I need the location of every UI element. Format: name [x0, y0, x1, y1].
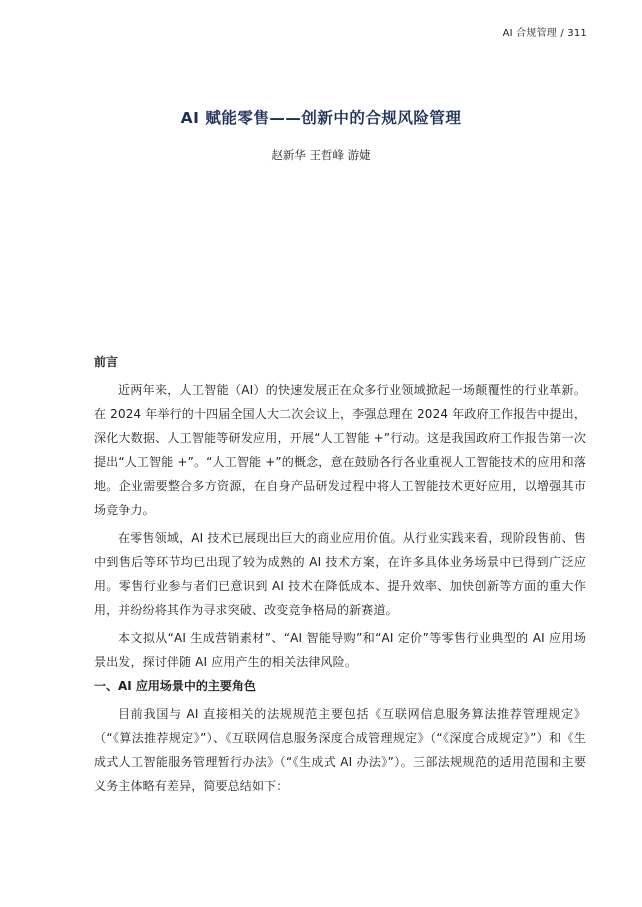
section-heading-preface: 前言: [94, 355, 119, 369]
running-header: AI 合规管理 / 311: [502, 28, 587, 39]
paragraph: 本文拟从“AI 生成营销素材”、“AI 智能导购”和“AI 定价”等零售行业典型的 AI 应用场景出发，探讨伴随 AI 应用产生的相关法律风险。: [94, 631, 586, 669]
authors-line: 赵新华 王哲峰 游婕: [271, 148, 371, 162]
paragraph: 在零售领域，AI 技术已展现出巨大的商业应用价值。从行业实践来看，现阶段售前、售中到售后等环节均已出现了较为成熟的 AI 技术方案，在许多具体业务场景中已得到广泛应用。零售行业参与者们已意识到 AI 技术在降低成本、提升效率、加快创新等方面的重大作用，并纷纷将其作为寻求突破、改变竞争格局的新赛道。: [94, 531, 586, 617]
page-title: AI 赋能零售——创新中的合规风险管理: [180, 109, 462, 127]
article-body: [94, 350, 586, 798]
section-heading-roles: 一、AI 应用场景中的主要角色: [94, 679, 256, 693]
paragraph: 近两年来，人工智能（AI）的快速发展正在众多行业领域掀起一场颠覆性的行业革新。在 2024 年举行的十四届全国人大二次会议上，李强总理在 2024 年政府工作报告中提出，深化大数据、人工智能等研发应用，开展“人工智能 +”行动。这是我国政府工作报告第一次提出“人工智能 +”。“人工智能 +”的概念，意在鼓励各行各业重视人工智能技术的应用和落地。企业需要整合多方资源，在自身产品研发过程中将人工智能技术更好应用，以增强其市场竞争力。: [94, 383, 586, 517]
paragraph: 目前我国与 AI 直接相关的法规规范主要包括《互联网信息服务算法推荐管理规定》（“《算法推荐规定》”）、《互联网信息服务深度合成管理规定》（“《深度合成规定》”）和《生成式人工智能服务管理暂行办法》（“《生成式 AI 办法》”）。三部法规规范的适用范围和主要义务主体略有差异，简要总结如下：: [94, 707, 586, 793]
